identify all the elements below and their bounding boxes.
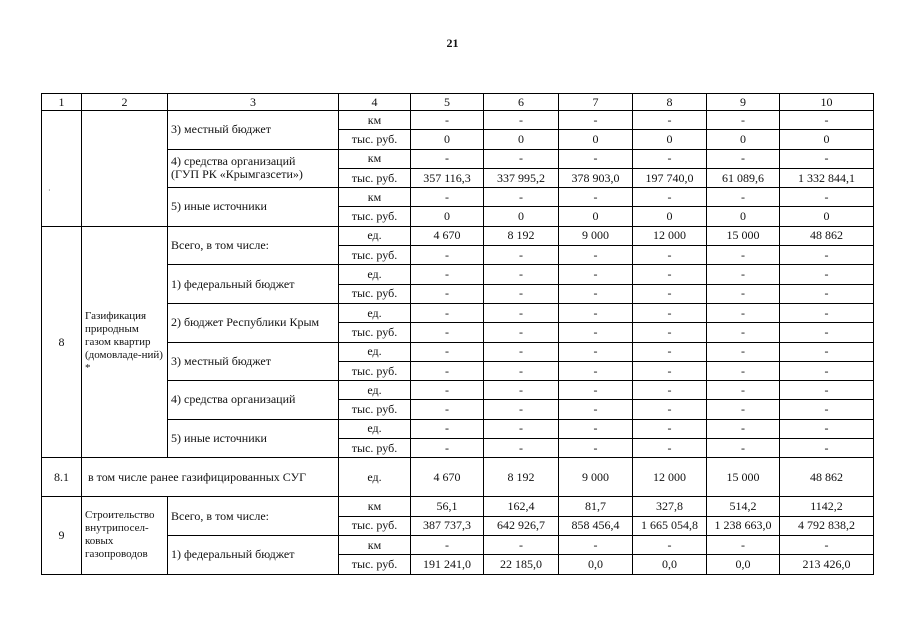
value-cell: - <box>411 188 484 207</box>
value-cell: - <box>559 361 633 380</box>
value-cell: - <box>484 265 559 284</box>
value-cell: - <box>633 303 707 322</box>
value-cell: - <box>559 419 633 438</box>
table-row <box>42 226 874 245</box>
value-cell: 4 670 <box>411 458 484 497</box>
value-cell: - <box>559 246 633 265</box>
value-cell: 0,0 <box>559 555 633 574</box>
value-cell: - <box>411 419 484 438</box>
value-cell: - <box>411 361 484 380</box>
value-cell: - <box>707 400 780 419</box>
value-cell: - <box>633 342 707 361</box>
value-cell: 4 792 838,2 <box>780 516 874 535</box>
value-cell: 9 000 <box>559 458 633 497</box>
value-cell: 22 185,0 <box>484 555 559 574</box>
funding-source-label: 4) средства организаций (ГУП РК «Крымгазсети») <box>168 149 339 188</box>
value-cell: 12 000 <box>633 458 707 497</box>
value-cell: 4 670 <box>411 226 484 245</box>
value-cell: 15 000 <box>707 226 780 245</box>
value-cell: 357 116,3 <box>411 168 484 187</box>
value-cell: 0 <box>707 130 780 149</box>
value-cell: - <box>707 111 780 130</box>
page-number: 21 <box>446 36 459 50</box>
table-row <box>42 111 874 130</box>
value-cell: 1 665 054,8 <box>633 516 707 535</box>
value-cell: 378 903,0 <box>559 168 633 187</box>
value-cell: - <box>484 361 559 380</box>
value-cell: - <box>780 419 874 438</box>
value-cell: - <box>484 400 559 419</box>
unit-cell: км <box>339 497 411 516</box>
value-cell: 0 <box>633 207 707 226</box>
funding-source-label: 3) местный бюджет <box>168 111 339 150</box>
value-cell: 0 <box>411 130 484 149</box>
value-cell: 0,0 <box>633 555 707 574</box>
value-cell: 12 000 <box>633 226 707 245</box>
value-cell: 9 000 <box>559 226 633 245</box>
row-name-cell: Газификация природным газом квартир (домовладе-ний) * <box>82 226 168 458</box>
value-cell: 81,7 <box>559 497 633 516</box>
value-cell: - <box>707 323 780 342</box>
value-cell: - <box>780 439 874 458</box>
value-cell: 327,8 <box>633 497 707 516</box>
funding-source-label: 4) средства организаций <box>168 381 339 420</box>
unit-cell: тыс. руб. <box>339 361 411 380</box>
value-cell: - <box>707 419 780 438</box>
value-cell: 0 <box>559 130 633 149</box>
value-cell: - <box>707 246 780 265</box>
value-cell: - <box>707 188 780 207</box>
value-cell: - <box>484 342 559 361</box>
value-cell: - <box>707 303 780 322</box>
funding-source-label: 1) федеральный бюджет <box>168 265 339 304</box>
column-header: 2 <box>82 94 168 111</box>
value-cell: - <box>484 419 559 438</box>
value-cell: 56,1 <box>411 497 484 516</box>
unit-cell: тыс. руб. <box>339 246 411 265</box>
value-cell: - <box>559 284 633 303</box>
value-cell: - <box>780 342 874 361</box>
value-cell: - <box>633 188 707 207</box>
value-cell: - <box>559 381 633 400</box>
column-header: 4 <box>339 94 411 111</box>
value-cell: - <box>559 265 633 284</box>
value-cell: - <box>411 303 484 322</box>
value-cell: 61 089,6 <box>707 168 780 187</box>
value-cell: - <box>559 303 633 322</box>
value-cell: - <box>559 439 633 458</box>
value-cell: - <box>633 400 707 419</box>
unit-cell: тыс. руб. <box>339 323 411 342</box>
value-cell: 337 995,2 <box>484 168 559 187</box>
funding-source-label: 5) иные источники <box>168 419 339 458</box>
value-cell: - <box>633 265 707 284</box>
value-cell: - <box>633 149 707 168</box>
unit-cell: тыс. руб. <box>339 439 411 458</box>
table-row <box>42 497 874 516</box>
value-cell: - <box>484 188 559 207</box>
column-header: 6 <box>484 94 559 111</box>
unit-cell: ед. <box>339 458 411 497</box>
row-number-cell: 9 <box>42 497 82 574</box>
value-cell: - <box>780 284 874 303</box>
value-cell: 213 426,0 <box>780 555 874 574</box>
value-cell: 197 740,0 <box>633 168 707 187</box>
value-cell: 858 456,4 <box>559 516 633 535</box>
value-cell: - <box>633 535 707 554</box>
value-cell: - <box>559 149 633 168</box>
value-cell: - <box>633 323 707 342</box>
value-cell: - <box>484 149 559 168</box>
value-cell: - <box>484 303 559 322</box>
value-cell: - <box>411 323 484 342</box>
value-cell: 0,0 <box>707 555 780 574</box>
value-cell: 8 192 <box>484 458 559 497</box>
value-cell: 0 <box>559 207 633 226</box>
value-cell: 15 000 <box>707 458 780 497</box>
value-cell: 0 <box>484 130 559 149</box>
value-cell: - <box>780 188 874 207</box>
value-cell: - <box>484 323 559 342</box>
value-cell: - <box>780 323 874 342</box>
value-cell: 1 238 663,0 <box>707 516 780 535</box>
value-cell: 0 <box>780 207 874 226</box>
unit-cell: тыс. руб. <box>339 207 411 226</box>
value-cell: - <box>707 361 780 380</box>
column-header: 9 <box>707 94 780 111</box>
value-cell: - <box>559 535 633 554</box>
unit-cell: км <box>339 149 411 168</box>
unit-cell: км <box>339 188 411 207</box>
value-cell: - <box>633 439 707 458</box>
value-cell: - <box>411 535 484 554</box>
column-header: 7 <box>559 94 633 111</box>
value-cell: - <box>780 361 874 380</box>
column-header: 3 <box>168 94 339 111</box>
unit-cell: ед. <box>339 226 411 245</box>
value-cell: - <box>780 111 874 130</box>
value-cell: - <box>633 111 707 130</box>
value-cell: - <box>411 284 484 303</box>
value-cell: 0 <box>633 130 707 149</box>
unit-cell: тыс. руб. <box>339 168 411 187</box>
funding-source-label: 3) местный бюджет <box>168 342 339 381</box>
value-cell: 1142,2 <box>780 497 874 516</box>
value-cell: - <box>633 381 707 400</box>
row-name-cell <box>82 111 168 227</box>
value-cell: - <box>411 400 484 419</box>
value-cell: 48 862 <box>780 458 874 497</box>
row-number-cell <box>42 111 82 227</box>
value-cell: - <box>411 149 484 168</box>
unit-cell: км <box>339 535 411 554</box>
value-cell: - <box>707 439 780 458</box>
value-cell: - <box>633 419 707 438</box>
value-cell: - <box>559 111 633 130</box>
value-cell: - <box>559 342 633 361</box>
column-header: 1 <box>42 94 82 111</box>
row-number-cell: 8.1 <box>42 458 82 497</box>
value-cell: 1 332 844,1 <box>780 168 874 187</box>
unit-cell: тыс. руб. <box>339 284 411 303</box>
value-cell: - <box>411 381 484 400</box>
row-number-cell: 8 <box>42 226 82 458</box>
value-cell: 642 926,7 <box>484 516 559 535</box>
financing-table <box>41 93 874 575</box>
funding-source-label: 2) бюджет Республики Крым <box>168 303 339 342</box>
value-cell: 162,4 <box>484 497 559 516</box>
unit-cell: ед. <box>339 381 411 400</box>
value-cell: 0 <box>484 207 559 226</box>
column-header: 10 <box>780 94 874 111</box>
value-cell: - <box>633 284 707 303</box>
funding-source-label: Всего, в том числе: <box>168 497 339 536</box>
unit-cell: тыс. руб. <box>339 400 411 419</box>
column-header: 5 <box>411 94 484 111</box>
value-cell: - <box>484 535 559 554</box>
row-name-cell: Строительство внутрипосел-ковых газопроводов <box>82 497 168 574</box>
value-cell: - <box>707 381 780 400</box>
value-cell: 191 241,0 <box>411 555 484 574</box>
value-cell: - <box>780 246 874 265</box>
value-cell: - <box>484 439 559 458</box>
unit-cell: ед. <box>339 342 411 361</box>
table-row <box>42 458 874 497</box>
value-cell: 387 737,3 <box>411 516 484 535</box>
value-cell: - <box>484 381 559 400</box>
value-cell: - <box>633 361 707 380</box>
value-cell: - <box>411 111 484 130</box>
value-cell: - <box>633 246 707 265</box>
scan-speck: · <box>48 186 51 195</box>
value-cell: - <box>484 111 559 130</box>
funding-source-label: 1) федеральный бюджет <box>168 535 339 574</box>
value-cell: - <box>780 535 874 554</box>
table-row <box>42 94 874 111</box>
column-header: 8 <box>633 94 707 111</box>
unit-cell: тыс. руб. <box>339 555 411 574</box>
unit-cell: тыс. руб. <box>339 516 411 535</box>
value-cell: - <box>559 323 633 342</box>
value-cell: - <box>411 265 484 284</box>
value-cell: - <box>411 246 484 265</box>
row-name-cell: в том числе ранее газифицированных СУГ <box>82 458 339 497</box>
value-cell: - <box>780 381 874 400</box>
unit-cell: ед. <box>339 303 411 322</box>
unit-cell: ед. <box>339 265 411 284</box>
funding-source-label: 5) иные источники <box>168 188 339 227</box>
value-cell: - <box>707 284 780 303</box>
value-cell: 8 192 <box>484 226 559 245</box>
value-cell: - <box>559 188 633 207</box>
value-cell: - <box>707 535 780 554</box>
value-cell: - <box>484 284 559 303</box>
value-cell: 514,2 <box>707 497 780 516</box>
value-cell: 0 <box>780 130 874 149</box>
funding-source-label: Всего, в том числе: <box>168 226 339 265</box>
value-cell: - <box>411 342 484 361</box>
value-cell: - <box>559 400 633 419</box>
value-cell: 0 <box>411 207 484 226</box>
value-cell: - <box>780 265 874 284</box>
value-cell: - <box>780 149 874 168</box>
value-cell: 48 862 <box>780 226 874 245</box>
value-cell: - <box>707 342 780 361</box>
value-cell: 0 <box>707 207 780 226</box>
value-cell: - <box>484 246 559 265</box>
value-cell: - <box>780 303 874 322</box>
unit-cell: км <box>339 111 411 130</box>
value-cell: - <box>707 149 780 168</box>
value-cell: - <box>411 439 484 458</box>
value-cell: - <box>707 265 780 284</box>
unit-cell: ед. <box>339 419 411 438</box>
value-cell: - <box>780 400 874 419</box>
unit-cell: тыс. руб. <box>339 130 411 149</box>
